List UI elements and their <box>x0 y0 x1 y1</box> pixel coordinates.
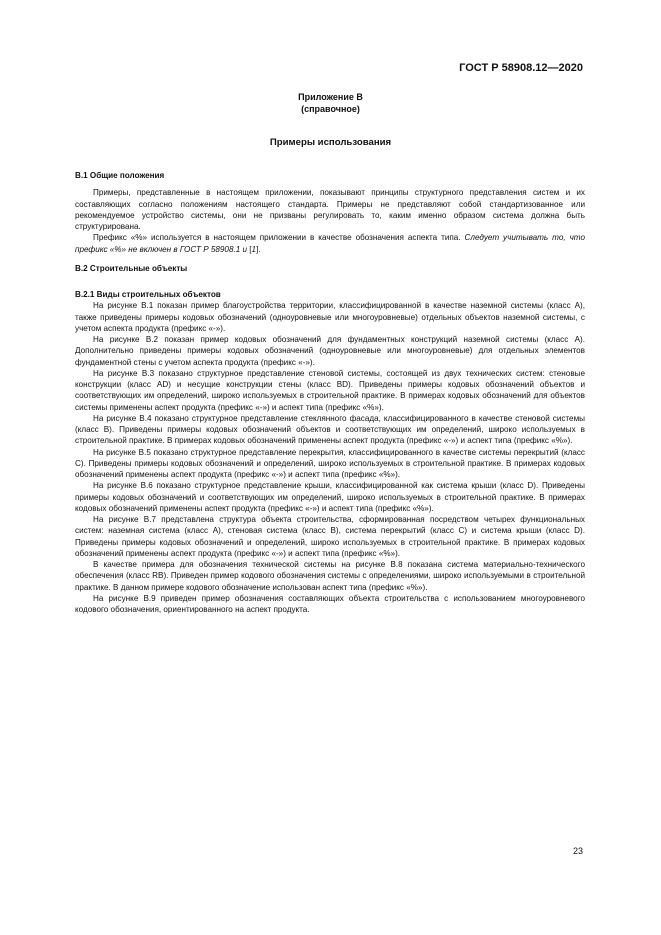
paragraph: Префикс «%» используется в настоящем приложении в качестве обозначения аспекта типа. Следует учитывать то, что префикс «%» не включен в ГОСТ Р 58908.1 и [1]. <box>75 233 585 254</box>
paragraph: На рисунке В.7 представлена структура объекта строительства, сформированная посредством четырех функциональных систем: наземная система (класс А), стеновая система (класс В), система перекрытий (класс С) и система крыши (класс D). Приведены примеры кодовых обозначений и определений, широко используемых в строительной практике. В примерах кодовых обозначений применены аспект продукта (префикс «-») и аспект типа (префикс «%»). <box>75 515 585 558</box>
paragraph: На рисунке В.2 показан пример кодовых обозначений для фундаментных конструкций наземной системы (класс А). Дополнительно приведены примеры кодовых обозначений (одноуровневые или многоуровневые) для отдельных элементов фундаментной стены с учетом аспекта продукта (префикс «-»). <box>75 335 585 367</box>
paragraph: На рисунке В.4 показано структурное представление стеклянного фасада, классифицированного в качестве стеновой системы (класс В). Приведены примеры кодовых обозначений объектов и соответствующих им определений, широко используемых в строительной практике. В примерах кодовых обозначений применены аспект продукта (префикс «-») и аспект типа (префикс «%»). <box>75 413 585 446</box>
paragraph: На рисунке В.3 показано структурное представление стеновой системы, состоящей из двух технических систем: стеновые конструкции (класс AD) и несущие конструкции стены (класс BD). Приведены примеры кодовых обозначений объектов и соответствующих им определений, широко используемых в строительной практике. В примерах кодовых обозначений для объектов системы применены аспект продукта (префикс «-») и аспект типа (префикс «%»). <box>75 368 585 412</box>
paragraph: На рисунке В.5 показано структурное представление перекрытия, классифицированного в качестве системы перекрытий (класс С). Приведены примеры кодовых обозначений и определений, широко используемых в строительной практике. В примерах кодовых обозначений применены аспект продукта (префикс «-») и аспект типа (префикс «%»). <box>75 447 585 479</box>
page-number: 23 <box>572 846 583 856</box>
annex-title: Приложение В <box>298 92 363 102</box>
paragraph: В качестве примера для обозначения технической системы на рисунке В.8 показана система материально-технического обеспечения (класс RB). Приведен пример кодового обозначения системы с определениями, широко используемыми в строительной практике. В данном примере кодового обозначение использован аспект типа (префикс «%»). <box>75 560 585 592</box>
annex-note: (справочное) <box>301 104 360 114</box>
section-heading-b21: В.2.1 Виды строительных объектов <box>75 290 221 299</box>
paragraph: На рисунке В.9 приведен пример обозначения составляющих объекта строительства с использованием многоуровневого кодового обозначения, ориентированного на аспект продукта. <box>75 593 585 614</box>
paragraph-text: Префикс «%» используется в настоящем приложении в качестве обозначения аспекта типа. <box>93 233 465 243</box>
paragraph: Примеры, представленные в настоящем приложении, показывают принципы структурного представления систем и их составляющих согласно положениям настоящего стандарта. Примеры не представляют собой стандартизованное или рекомендуемое устройство системы, они не призваны регулировать то, каким именно образом система должна быть структурирована. <box>75 188 585 231</box>
section-heading-b2: В.2 Строительные объекты <box>75 263 188 273</box>
section-heading-b1: В.1 Общие положения <box>75 171 165 180</box>
standard-number: ГОСТ Р 58908.12—2020 <box>459 62 583 74</box>
document-title: Примеры использования <box>269 137 392 148</box>
paragraph: На рисунке В.1 показан пример благоустройства территории, классифицированной в качестве наземной системы (класс А), также приведены примеры кодовых обозначений (одноуровневые или многоуровневые) отдельных объектов наземной системы, с учетом аспекта продукта (префикс «-»). <box>75 301 585 333</box>
annex-heading <box>0 91 661 115</box>
reference: 1 <box>251 244 257 254</box>
paragraph-italic: Следует учитывать то, что префикс «%» не включен в ГОСТ Р 58908.1 и <box>75 233 585 254</box>
paragraph: На рисунке В.6 показано структурное представление крыши, классифицированной как система крыши (класс D). Приведены примеры кодовых обозначений и соответствующих им определений, широко используемых в строительной практике. В примерах кодовых обозначений применены аспект продукта (префикс «-») и аспект типа (префикс «%»). <box>75 481 585 513</box>
document-body <box>75 170 585 615</box>
